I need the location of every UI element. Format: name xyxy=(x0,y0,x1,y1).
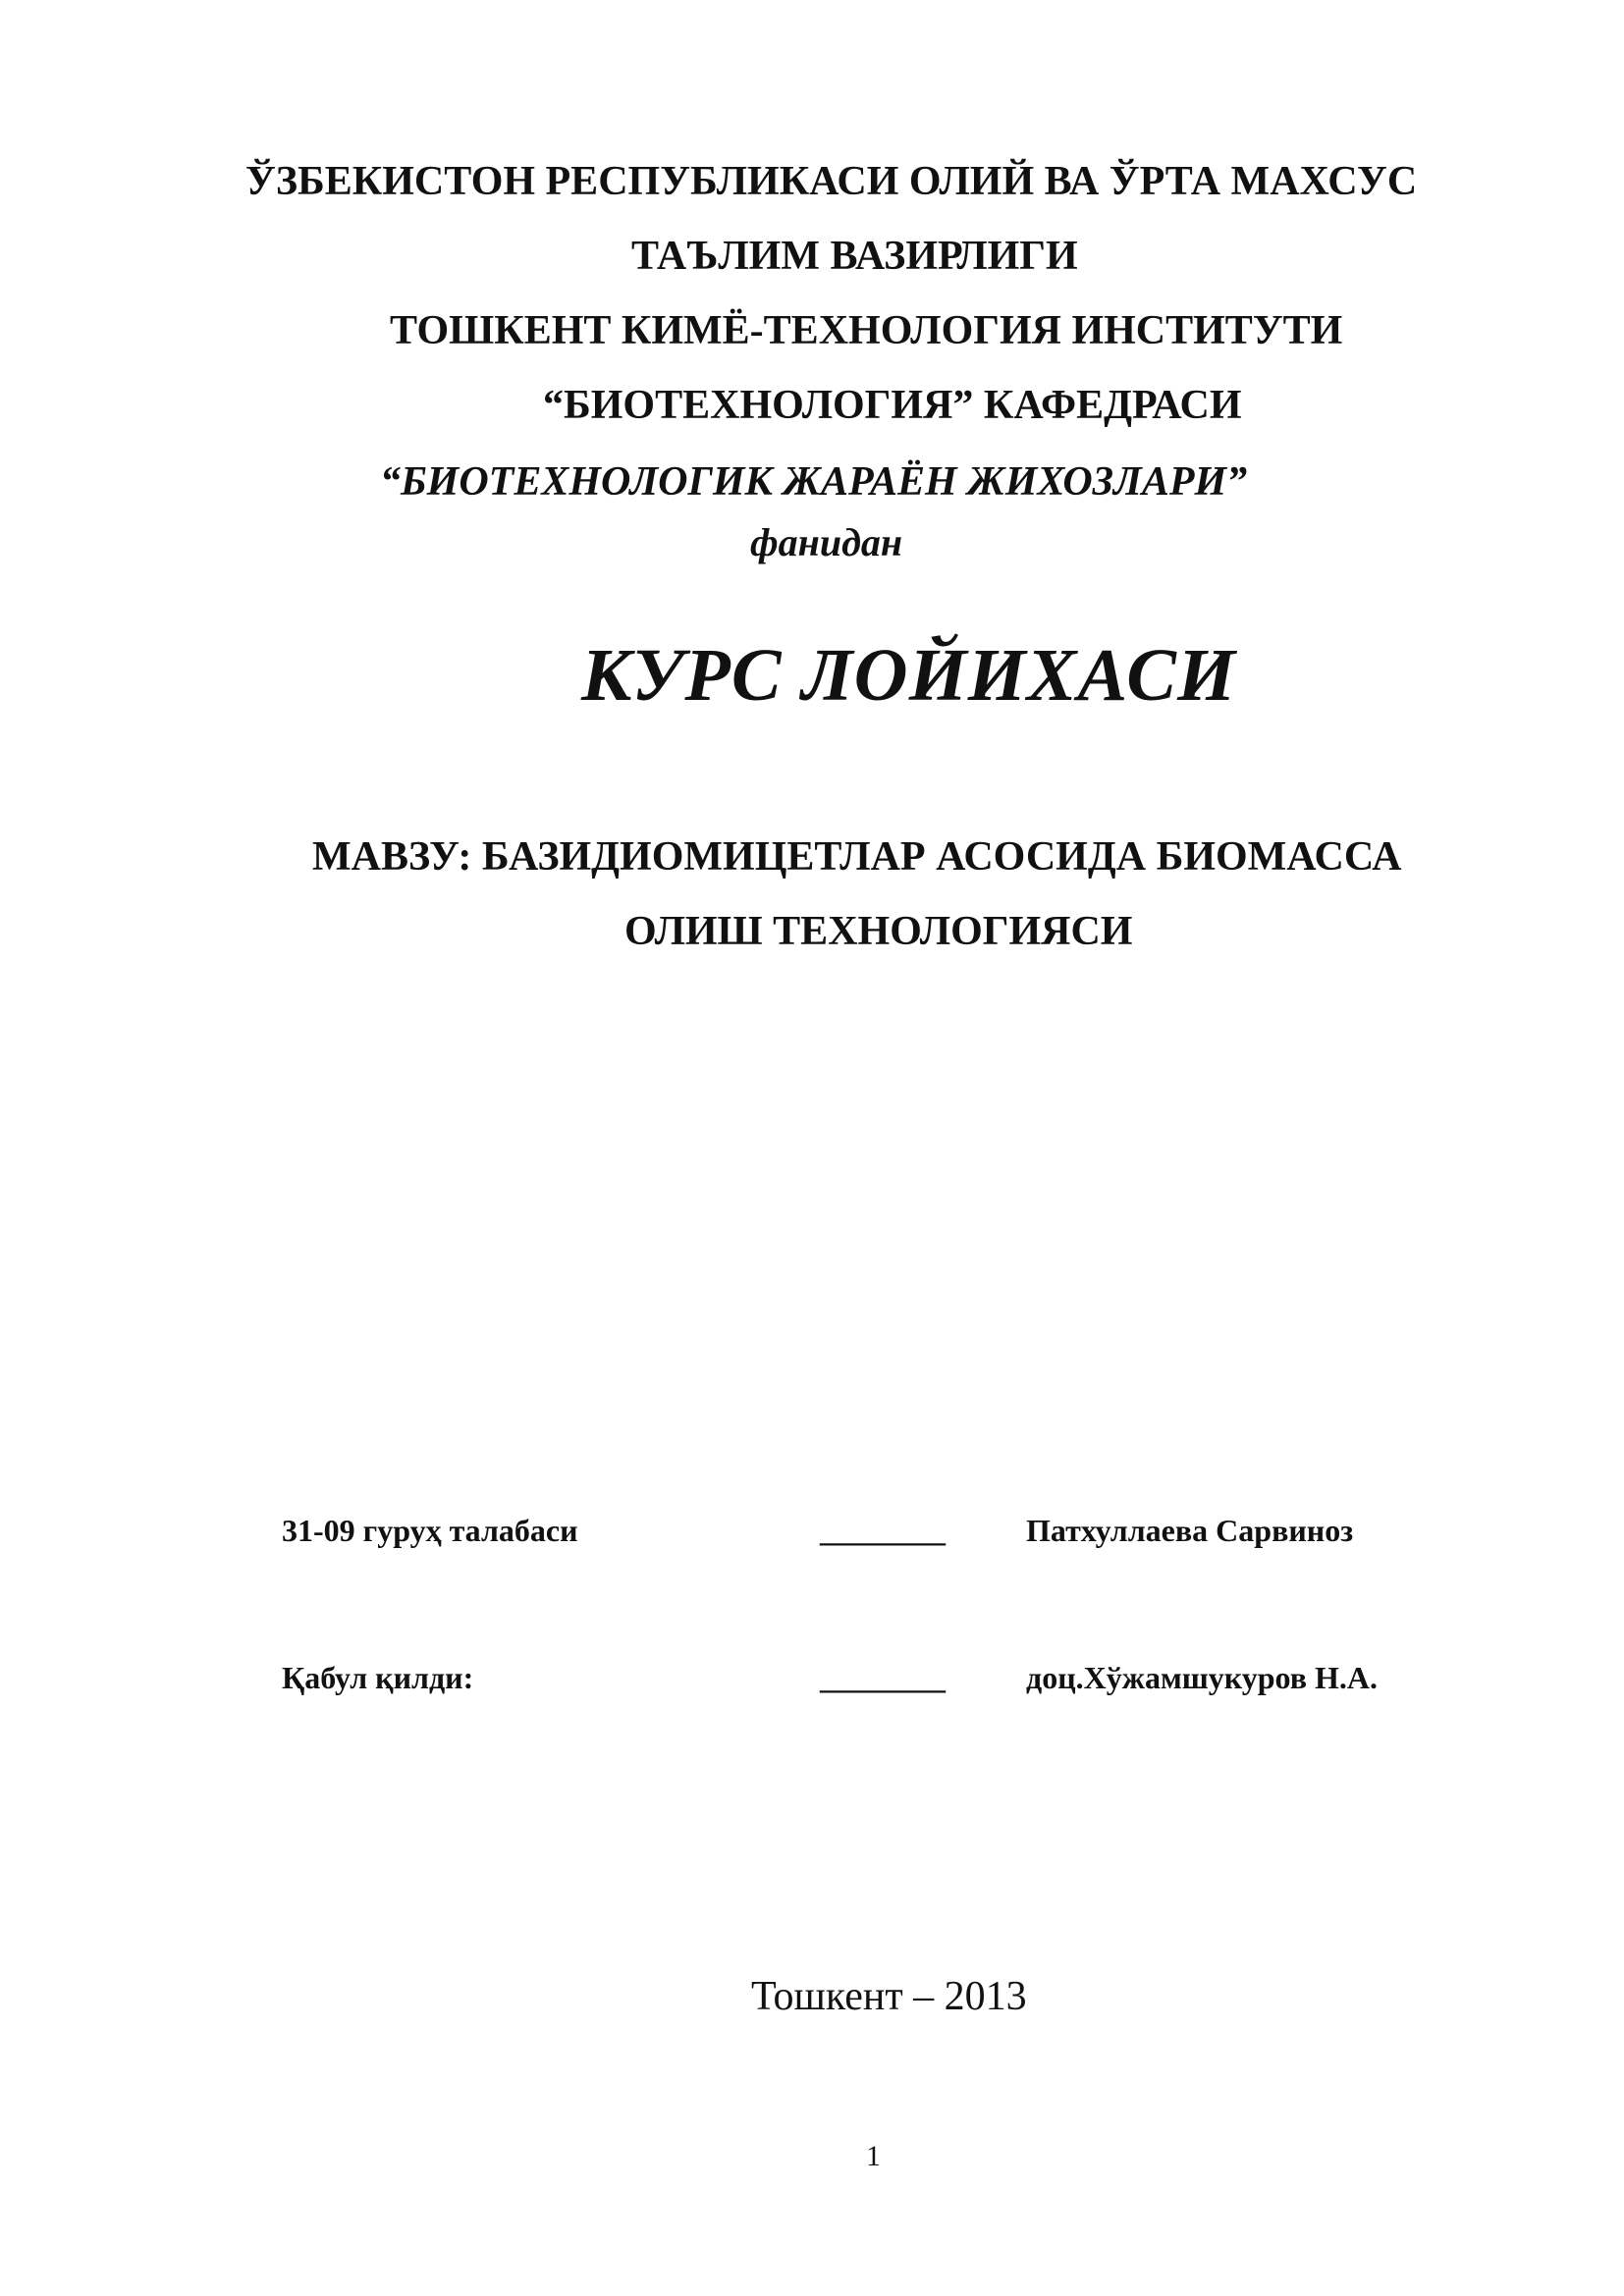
topic-line-2: ОЛИШ ТЕХНОЛОГИЯСИ xyxy=(624,909,1133,954)
reviewer-label: Қабул қилди: xyxy=(282,1660,474,1695)
subject-suffix: фанидан xyxy=(750,520,903,564)
reviewer-signature-line: ________ xyxy=(820,1660,946,1695)
subject-name: “БИОТЕХНОЛОГИК ЖАРАЁН ЖИХОЗЛАРИ” xyxy=(380,459,1248,505)
city-and-year: Тошкент – 2013 xyxy=(751,1974,1027,2019)
page-number: 1 xyxy=(866,2140,881,2172)
department-name: “БИОТЕХНОЛОГИЯ” КАФЕДРАСИ xyxy=(543,383,1242,428)
student-label: 31-09 гуруҳ талабаси xyxy=(282,1513,578,1548)
topic-line-1: МАВЗУ: БАЗИДИОМИЦЕТЛАР АСОСИДА БИОМАССА xyxy=(312,834,1402,880)
reviewer-name: доц.Хўжамшукуров Н.А. xyxy=(1026,1660,1379,1695)
institute-name: ТОШКЕНТ КИМЁ-ТЕХНОЛОГИЯ ИНСТИТУТИ xyxy=(390,308,1343,353)
ministry-line-2: ТАЪЛИМ ВАЗИРЛИГИ xyxy=(631,234,1078,279)
ministry-line-1: ЎЗБЕКИСТОН РЕСПУБЛИКАСИ ОЛИЙ ВА ЎРТА МАХСУС xyxy=(245,159,1418,204)
student-name: Патхуллаева Сарвиноз xyxy=(1026,1513,1354,1548)
student-signature-line: ________ xyxy=(820,1513,946,1548)
course-project-title: КУРС ЛОЙИХАСИ xyxy=(581,634,1237,717)
